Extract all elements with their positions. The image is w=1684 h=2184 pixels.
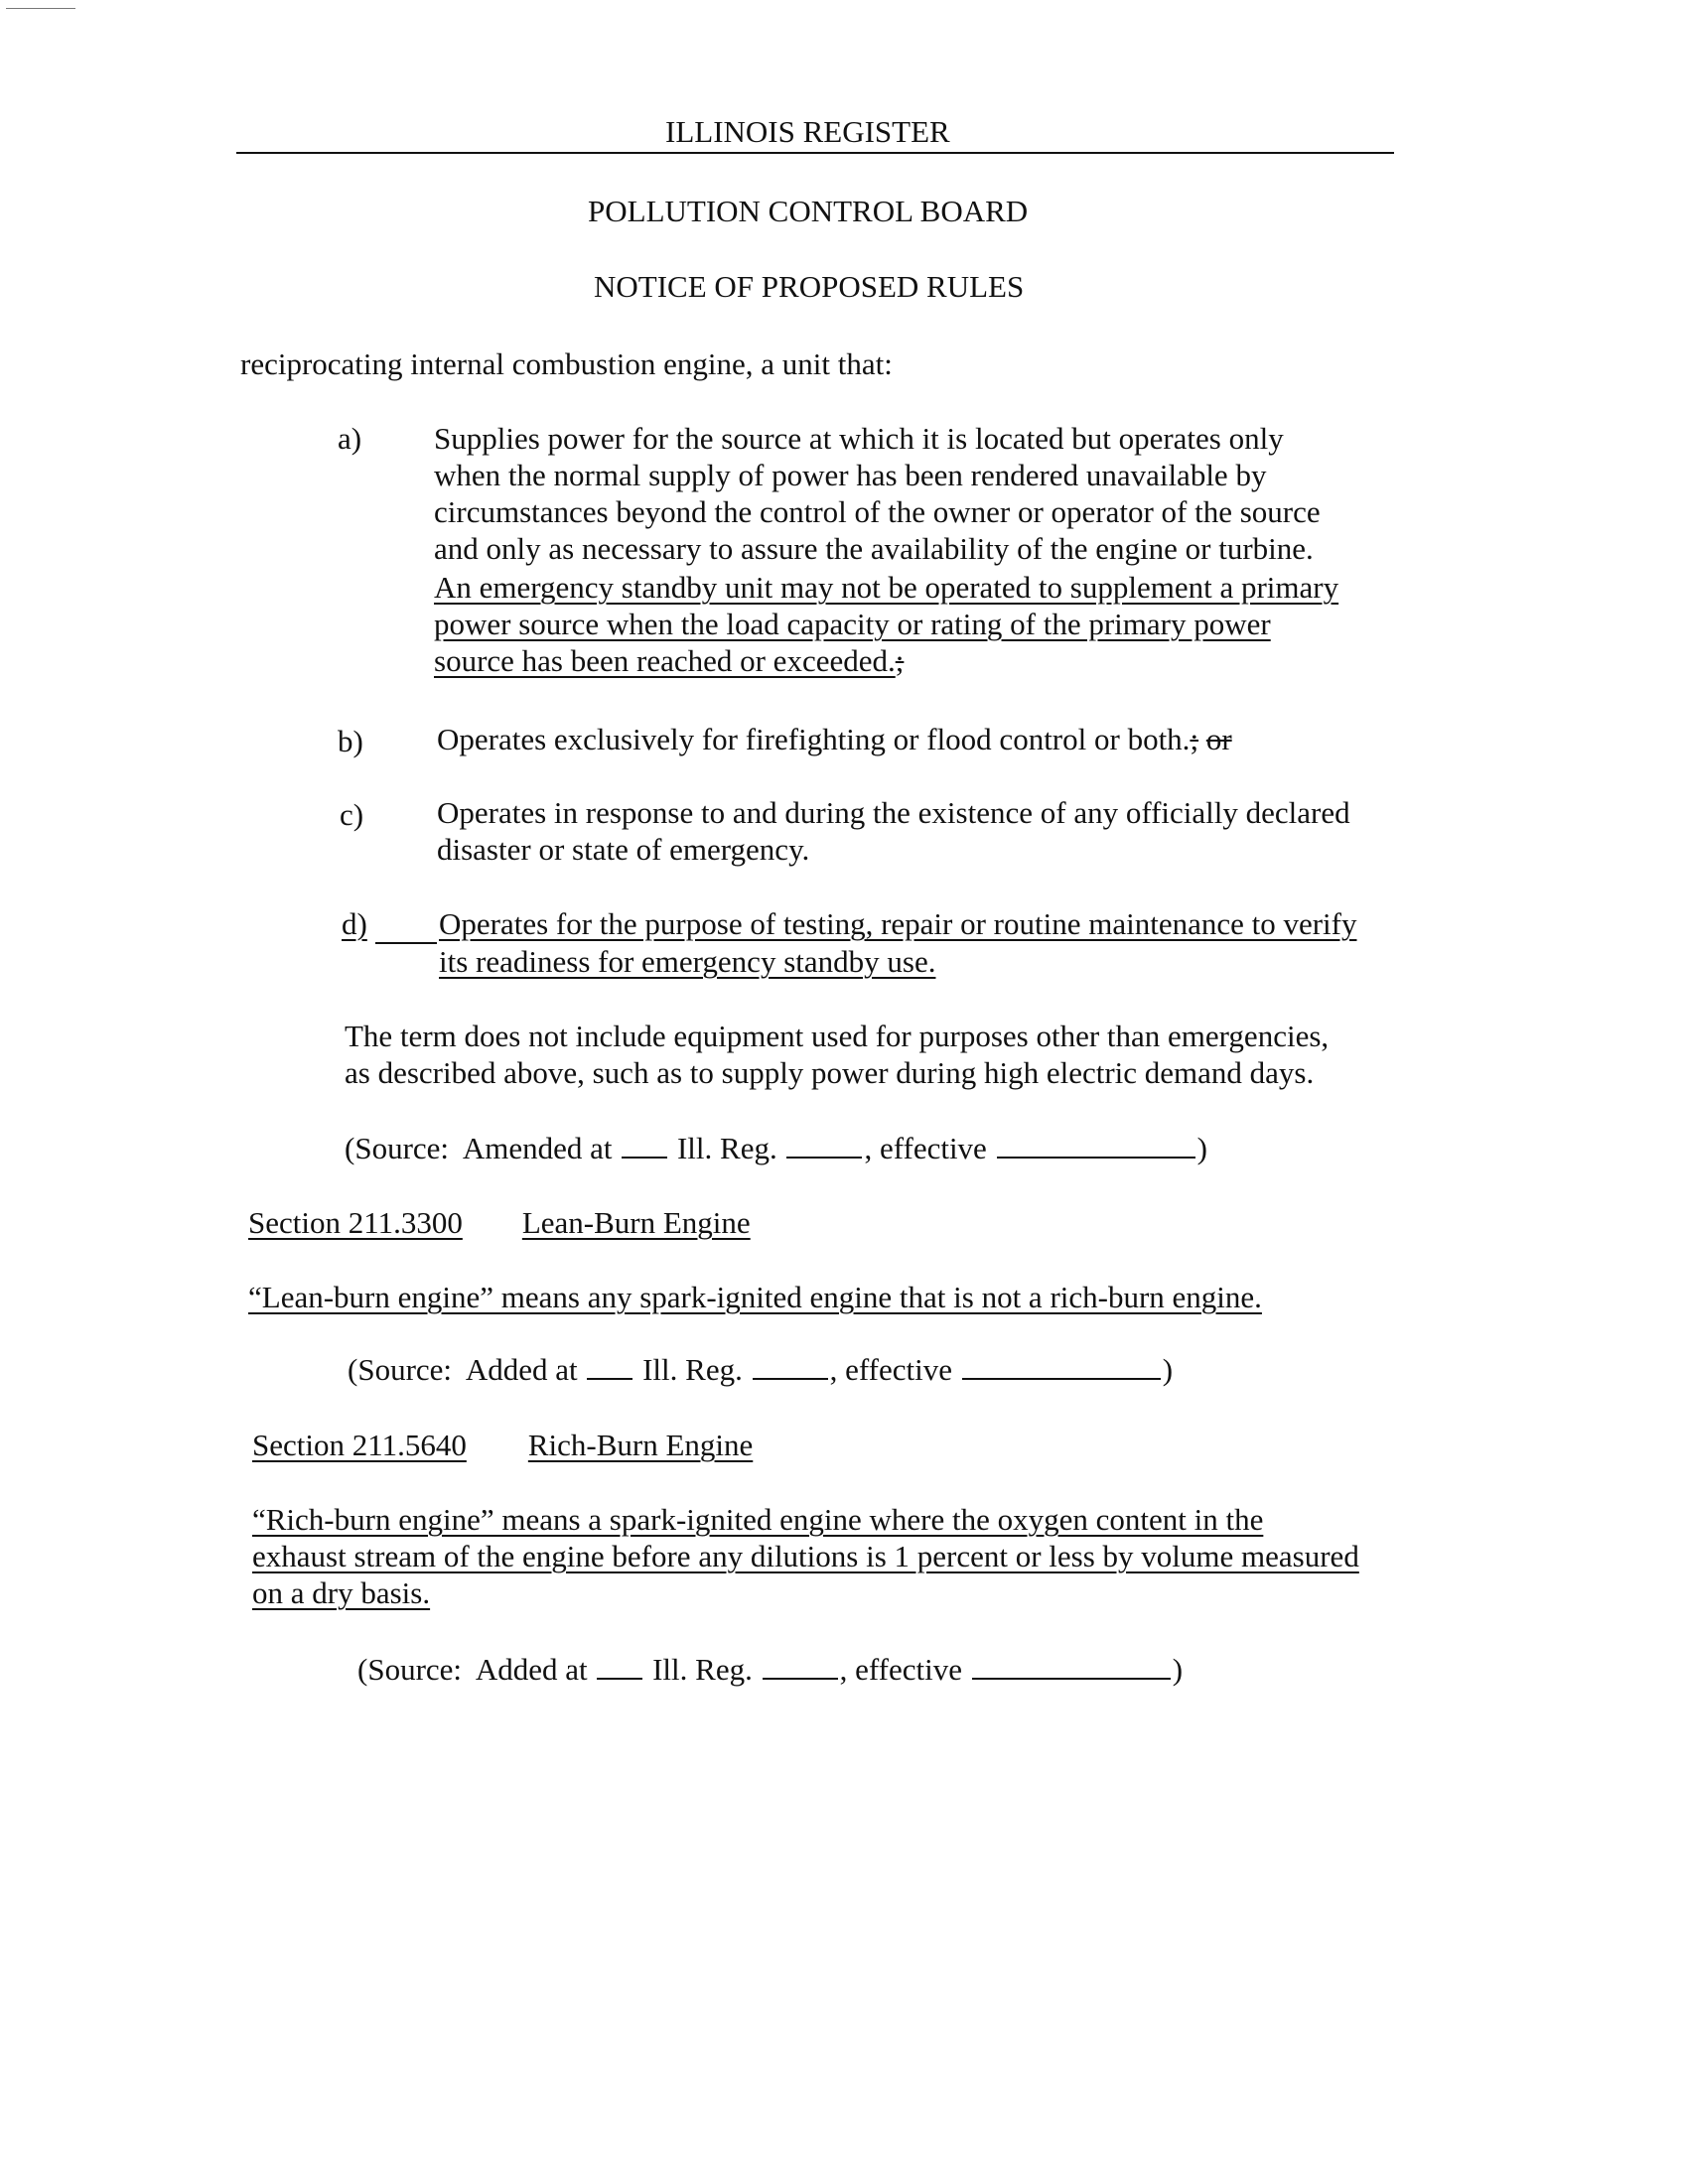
date-blank	[972, 1654, 1171, 1680]
source-action: Added at	[465, 1352, 578, 1387]
source-open: (Source:	[345, 1131, 450, 1165]
board-name: POLLUTION CONTROL BOARD	[588, 194, 1029, 228]
source-close: )	[1172, 1652, 1184, 1687]
source-action: Amended at	[462, 1131, 613, 1165]
item-a-line-2: when the normal supply of power has been rendered unavailable by	[434, 458, 1267, 492]
item-a-marker: a)	[338, 421, 362, 456]
source-close: )	[1196, 1131, 1207, 1165]
closing-line-1: The term does not include equipment used for purposes other than emergencies,	[345, 1019, 1330, 1053]
intro-text: reciprocating internal combustion engine, a unit that:	[240, 346, 893, 381]
page-blank	[786, 1133, 862, 1159]
page-blank	[763, 1654, 838, 1680]
item-a-added-line-2: power source when the load capacity or rating of the primary power	[434, 607, 1271, 641]
item-a-line-3: circumstances beyond the control of the owner or operator of the source	[434, 494, 1321, 529]
source-reg: Ill. Reg.	[642, 1352, 743, 1387]
section-rich-number: Section 211.5640	[252, 1428, 467, 1462]
volume-blank	[587, 1354, 632, 1380]
source-effective: , effective	[829, 1352, 952, 1387]
item-a-added-line-3: source has been reached or exceeded.	[434, 643, 896, 678]
item-a-added-line-3-wrap	[434, 641, 904, 681]
item-d-line-1: Operates for the purpose of testing, repair or routine maintenance to verify	[439, 906, 1357, 941]
closing-line-2: as described above, such as to supply power during high electric demand days.	[345, 1055, 1315, 1090]
date-blank	[962, 1354, 1161, 1380]
section-rich-title: Rich-Burn Engine	[527, 1428, 754, 1462]
source-action: Added at	[475, 1652, 588, 1687]
source-reg: Ill. Reg.	[676, 1131, 777, 1165]
page-blank	[753, 1354, 828, 1380]
source-close: )	[1162, 1352, 1174, 1387]
item-b-marker: b)	[338, 724, 363, 758]
notice-title: NOTICE OF PROPOSED RULES	[594, 269, 1025, 304]
source-amended	[345, 1129, 1207, 1168]
source-added-1	[348, 1350, 1173, 1390]
volume-blank	[597, 1654, 642, 1680]
item-a-line-4: and only as necessary to assure the availability of the engine or turbine.	[434, 531, 1314, 566]
section-lean-number: Section 211.3300	[248, 1205, 463, 1240]
deleted-semicolon-a: ;	[895, 643, 905, 678]
item-a-line-1: Supplies power for the source at which it is located but operates only	[434, 421, 1284, 456]
source-open: (Source:	[357, 1652, 463, 1687]
item-d-marker: d)	[342, 906, 367, 941]
scan-artifact	[6, 8, 75, 9]
volume-blank	[622, 1133, 667, 1159]
item-b-line	[437, 720, 1232, 759]
item-d-tab-underline	[375, 942, 437, 944]
section-lean-heading	[248, 1203, 786, 1243]
item-b-text: Operates exclusively for firefighting or flood control or both.	[437, 722, 1191, 756]
item-a-added-line-1: An emergency standby unit may not be operated to supplement a primary	[434, 570, 1339, 605]
source-open: (Source:	[348, 1352, 453, 1387]
deleted-semicolon-b: ;	[1190, 722, 1199, 756]
deleted-word-or: or	[1205, 722, 1232, 756]
section-lean-definition: “Lean-burn engine” means any spark-ignited engine that is not a rich-burn engine.	[248, 1280, 1262, 1314]
source-effective: , effective	[839, 1652, 962, 1687]
section-rich-heading	[252, 1426, 778, 1465]
source-reg: Ill. Reg.	[652, 1652, 753, 1687]
date-blank	[997, 1133, 1195, 1159]
header-rule	[236, 152, 1394, 154]
item-c-line-1: Operates in response to and during the existence of any officially declared	[437, 795, 1350, 830]
item-d-line-2: its readiness for emergency standby use.	[439, 944, 936, 979]
source-added-2	[357, 1650, 1183, 1690]
source-effective: , effective	[864, 1131, 987, 1165]
item-c-line-2: disaster or state of emergency.	[437, 832, 810, 867]
section-rich-definition-3: on a dry basis.	[252, 1575, 431, 1610]
section-rich-definition-2: exhaust stream of the engine before any dilutions is 1 percent or less by volume measured	[252, 1539, 1359, 1573]
section-lean-title: Lean-Burn Engine	[521, 1205, 751, 1240]
register-title: ILLINOIS REGISTER	[665, 114, 950, 149]
item-c-marker: c)	[340, 797, 364, 832]
section-rich-definition-1: “Rich-burn engine” means a spark-ignited engine where the oxygen content in the	[252, 1502, 1264, 1537]
